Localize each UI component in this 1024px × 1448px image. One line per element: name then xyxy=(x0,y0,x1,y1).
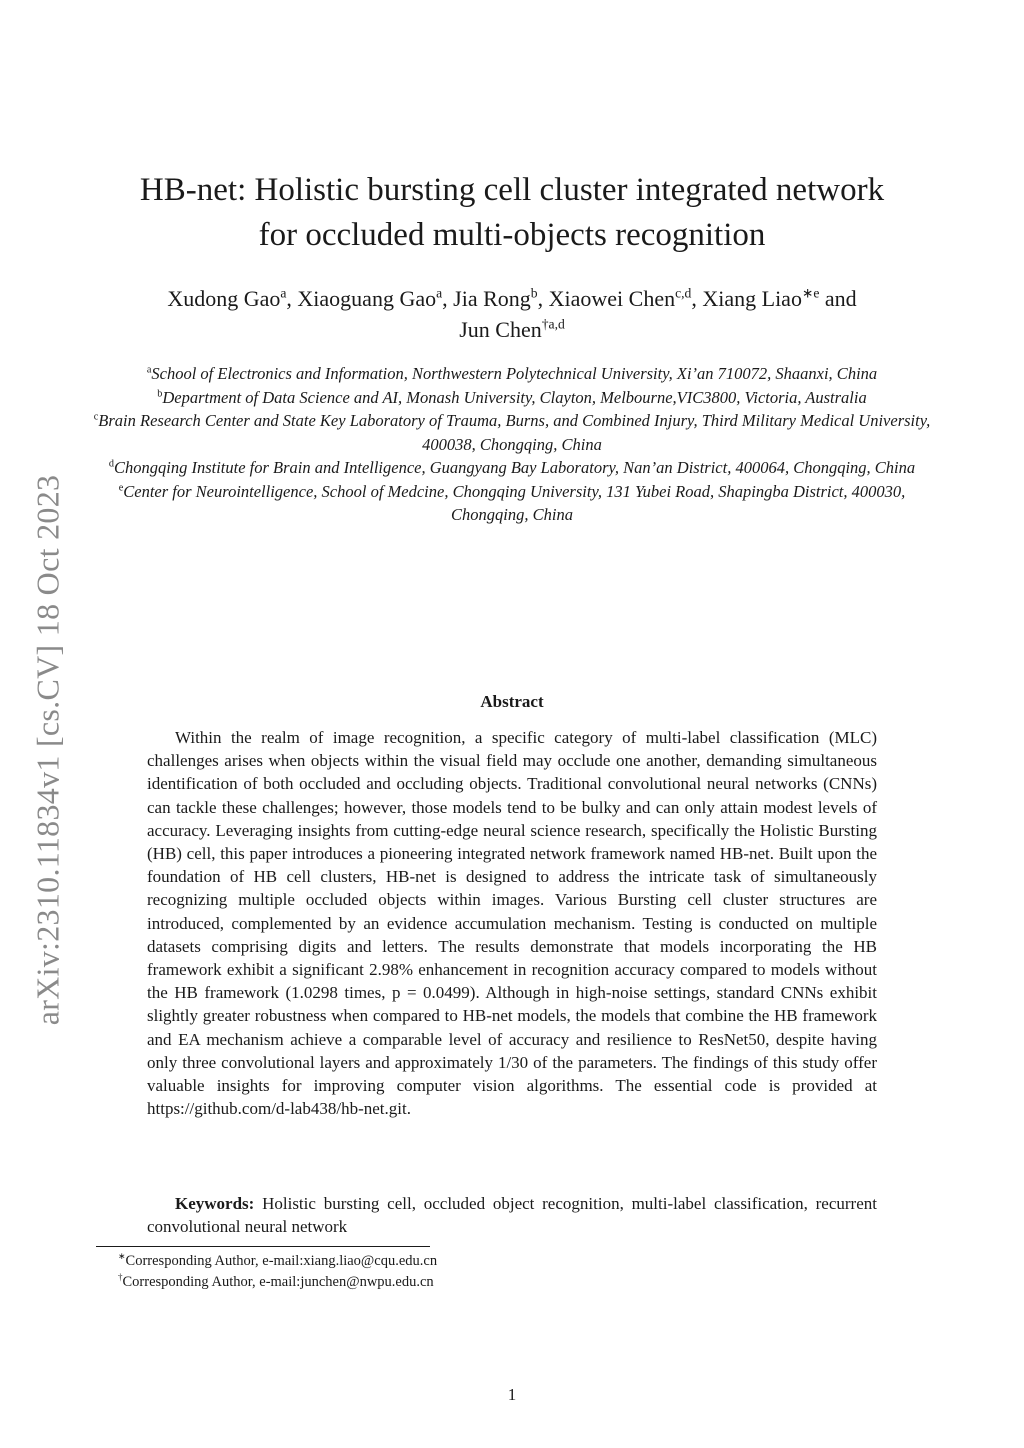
footnotes xyxy=(118,1251,818,1293)
affiliation-b: $^b$Department of Data Science and AI, Monash University, Clayton, Melbourne,VIC3800, Victoria, Australia xyxy=(157,387,867,407)
author-list xyxy=(80,283,944,345)
abstract-text: Within the realm of image recognition, a specific category of multi-label classification (MLC) challenges arises when objects within the visual field may occlude one another, demanding simultaneous identification of both occluded and occluding objects. Traditional convolutional neural networks (CNNs) can tackle these challenges; however, those models tend to be bulky and can only attain modest levels of accuracy. Leveraging insights from cutting-edge neural science research, specifically the Holistic Bursting (HB) cell, this paper introduces a pioneering integrated network framework named HB-net. Built upon the foundation of HB cell clusters, HB-net is designed to address the intricate task of simultaneously recognizing multiple occluded objects within images. Various Bursting cell cluster structures are introduced, complemented by an evidence accumulation mechanism. Testing is conducted on multiple datasets comprising digits and letters. The results demonstrate that models incorporating the HB framework exhibit a significant 2.98% enhancement in recognition accuracy compared to models without the HB framework (1.0298 times, p = 0.0499). Although in high-noise settings, standard CNNs exhibit slightly greater robustness when compared to HB-net models, the models that combine the HB framework and EA mechanism achieve a comparable level of accuracy and resilience to ResNet50, despite having only three convolutional layers and approximately 1/30 of the parameters. The findings of this study offer valuable insights for improving computer vision algorithms. The essential code is provided at https://github.com/d-lab438/hb-net.git. xyxy=(147,728,877,1119)
author-1: Xudong Gao$^a$, xyxy=(167,285,298,311)
affiliation-list xyxy=(90,362,934,527)
keywords-label: Keywords: xyxy=(175,1194,255,1213)
paper-title xyxy=(80,168,944,258)
title-line-1: HB-net: Holistic bursting cell cluster integrated network xyxy=(139,172,885,208)
author-4: Xiaowei Chen$^{c,d}$, xyxy=(548,285,703,311)
footnote-corresponding-2: †Corresponding Author, e-mail:junchen@nwpu.edu.cn xyxy=(118,1272,434,1290)
keywords xyxy=(147,1192,877,1238)
footnote-divider xyxy=(96,1246,430,1247)
author-6: Jun Chen$^{\dagger a,d}$ xyxy=(459,316,565,342)
footnote-corresponding-1: ∗Corresponding Author, e-mail:xiang.liao@cqu.edu.cn xyxy=(118,1251,438,1269)
affiliation-d: $^d$Chongqing Institute for Brain and Intelligence, Guangyang Bay Laboratory, Nan’an District, 400064, Chongqing, China xyxy=(108,458,916,477)
author-5: Xiang Liao$^{∗e}$ and xyxy=(702,285,857,311)
title-line-2: for occluded multi-objects recognition xyxy=(258,217,766,253)
affiliation-e: $^e$Center for Neurointelligence, School of Medcine, Chongqing University, 131 Yubei Road, Shapingba District, 400030, Chongqing, China xyxy=(118,481,906,524)
keywords-text: Holistic bursting cell, occluded object recognition, multi-label classification, recurrent convolutional neural network xyxy=(147,1194,877,1237)
abstract-heading: Abstract xyxy=(480,692,544,711)
page-number: 1 xyxy=(507,1385,517,1404)
affiliation-a: $^a$School of Electronics and Information, Northwestern Polytechnical University, Xi’an 710072, Shaanxi, China xyxy=(146,364,878,383)
author-3: Jia Rong$^b$, xyxy=(453,285,549,311)
author-2: Xiaoguang Gao$^a$, xyxy=(297,285,454,311)
affiliation-c: $^c$Brain Research Center and State Key Laboratory of Trauma, Burns, and Combined Injury, Third Military Medical University, 400038, Chongqing, China xyxy=(93,411,931,454)
arxiv-stamp: arXiv:2310.11834v1 [cs.CV] 18 Oct 2023 xyxy=(29,474,66,1026)
